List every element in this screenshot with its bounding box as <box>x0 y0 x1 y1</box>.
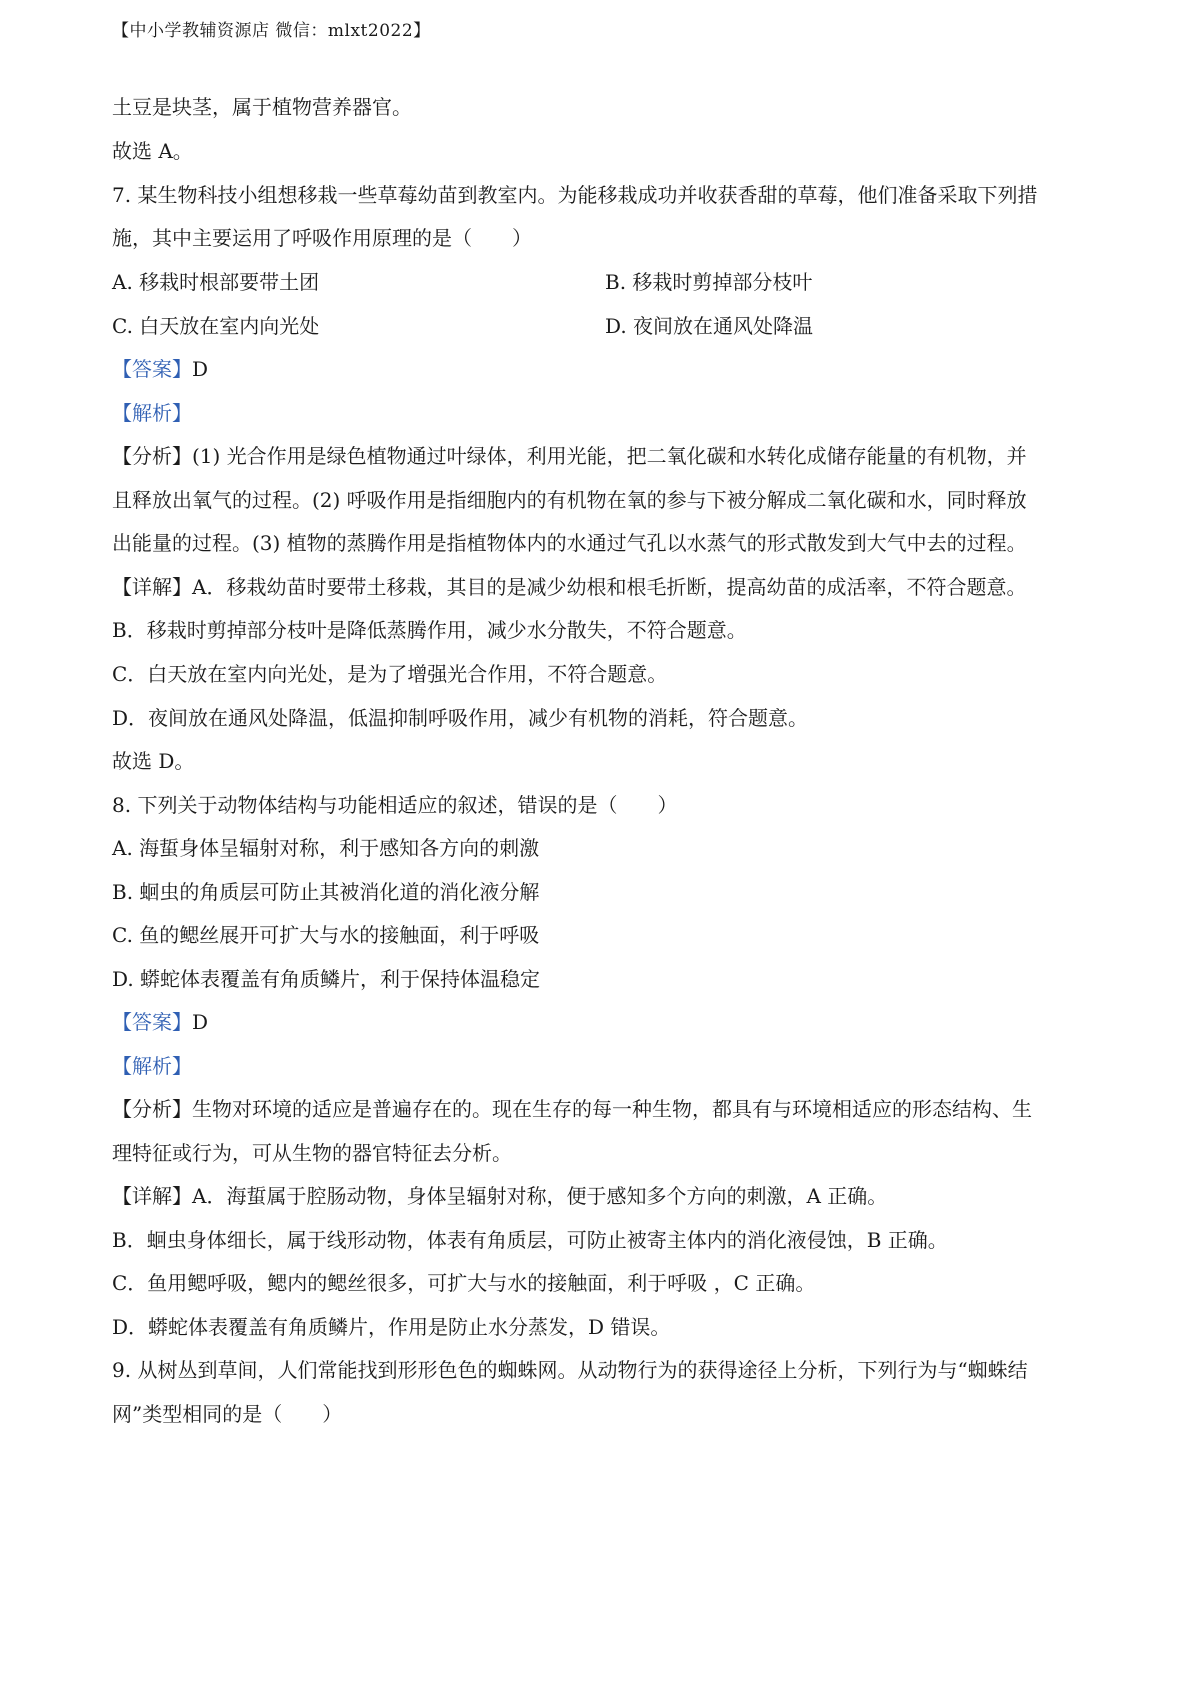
q8-detail-d: D．蟒蛇体表覆盖有角质鳞片，作用是防止水分蒸发，D 错误。 <box>112 1315 671 1339</box>
q7-fenxi-line-2: 且释放出氧气的过程。(2) 呼吸作用是指细胞内的有机物在氧的参与下被分解成二氧化碳和水，同时释放 <box>112 488 1027 512</box>
fenxi-tag: 【分析】 <box>112 444 192 468</box>
q7-stem-line-2: 施，其中主要运用了呼吸作用原理的是（ ） <box>112 226 532 250</box>
q8-analysis-heading <box>112 1052 192 1080</box>
fenxi-tag: 【分析】 <box>112 1097 192 1121</box>
page-header: 【中小学教辅资源店 微信：mlxt2022】 <box>112 21 431 41</box>
fenxi-text: 生物对环境的适应是普遍存在的。现在生存的每一种生物，都具有与环境相适应的形态结构、生 <box>192 1097 1032 1121</box>
q8-fenxi-line-1 <box>112 1095 1032 1123</box>
detail-text: A．移栽幼苗时要带土移栽，其目的是减少幼根和根毛折断，提高幼苗的成活率，不符合题意。 <box>192 575 1027 599</box>
q8-detail-b: B．蛔虫身体细长，属于线形动物，体表有角质层，可防止被寄主体内的消化液侵蚀，B 正确。 <box>112 1228 948 1252</box>
fenxi-text: (1) 光合作用是绿色植物通过叶绿体，利用光能，把二氧化碳和水转化成储存能量的有机物，并 <box>192 444 1027 468</box>
detail-tag: 【详解】 <box>112 1184 192 1208</box>
q7-analysis-heading <box>112 399 192 427</box>
q8-option-c: C. 鱼的鳃丝展开可扩大与水的接触面，利于呼吸 <box>112 923 540 947</box>
q7-detail-c: C．白天放在室内向光处，是为了增强光合作用，不符合题意。 <box>112 662 668 686</box>
q8-option-d: D. 蟒蛇体表覆盖有角质鳞片，利于保持体温稳定 <box>112 967 541 991</box>
q7-conclusion: 故选 D。 <box>112 749 195 773</box>
analysis-tag: 【解析】 <box>112 401 192 425</box>
analysis-tag: 【解析】 <box>112 1054 192 1078</box>
q7-option-b: B. 移栽时剪掉部分枝叶 <box>605 270 813 294</box>
q9-stem-line-1: 9. 从树丛到草间，人们常能找到形形色色的蜘蛛网。从动物行为的获得途径上分析，下列行为与“蜘蛛结 <box>112 1358 1028 1382</box>
q7-answer <box>112 355 208 383</box>
answer-value: D <box>192 357 209 381</box>
q8-option-a: A. 海蜇身体呈辐射对称，利于感知各方向的刺激 <box>112 836 540 860</box>
detail-tag: 【详解】 <box>112 575 192 599</box>
q8-option-b: B. 蛔虫的角质层可防止其被消化道的消化液分解 <box>112 880 540 904</box>
q8-detail-a <box>112 1182 887 1210</box>
q6-conclusion: 故选 A。 <box>112 139 193 163</box>
q7-option-d: D. 夜间放在通风处降温 <box>605 314 814 338</box>
q7-option-c: C. 白天放在室内向光处 <box>112 314 320 338</box>
q7-detail-a <box>112 573 1026 601</box>
q7-stem-line-1: 7. 某生物科技小组想移栽一些草莓幼苗到教室内。为能移栽成功并收获香甜的草莓，他们准备采取下列措 <box>112 183 1038 207</box>
q7-fenxi-line-3: 出能量的过程。(3) 植物的蒸腾作用是指植物体内的水通过气孔以水蒸气的形式散发到大气中去的过程。 <box>112 531 1027 555</box>
q8-answer <box>112 1008 208 1036</box>
q9-stem-line-2: 网”类型相同的是（ ） <box>112 1402 343 1426</box>
detail-text: A．海蜇属于腔肠动物，身体呈辐射对称，便于感知多个方向的刺激，A 正确。 <box>192 1184 888 1208</box>
q7-detail-d: D．夜间放在通风处降温，低温抑制呼吸作用，减少有机物的消耗，符合题意。 <box>112 706 809 730</box>
q6-explanation-line: 土豆是块茎，属于植物营养器官。 <box>112 95 412 119</box>
q8-fenxi-line-2: 理特征或行为，可从生物的器官特征去分析。 <box>112 1141 512 1165</box>
answer-value: D <box>192 1010 209 1034</box>
answer-tag: 【答案】 <box>112 1010 192 1034</box>
q8-detail-c: C．鱼用鳃呼吸，鳃内的鳃丝很多，可扩大与水的接触面，利于呼吸 ，C 正确。 <box>112 1271 816 1295</box>
q8-stem: 8. 下列关于动物体结构与功能相适应的叙述，错误的是（ ） <box>112 793 678 817</box>
q7-option-a: A. 移栽时根部要带土团 <box>112 270 320 294</box>
q7-fenxi-line-1 <box>112 442 1027 470</box>
answer-tag: 【答案】 <box>112 357 192 381</box>
q7-detail-b: B．移栽时剪掉部分枝叶是降低蒸腾作用，减少水分散失，不符合题意。 <box>112 618 747 642</box>
